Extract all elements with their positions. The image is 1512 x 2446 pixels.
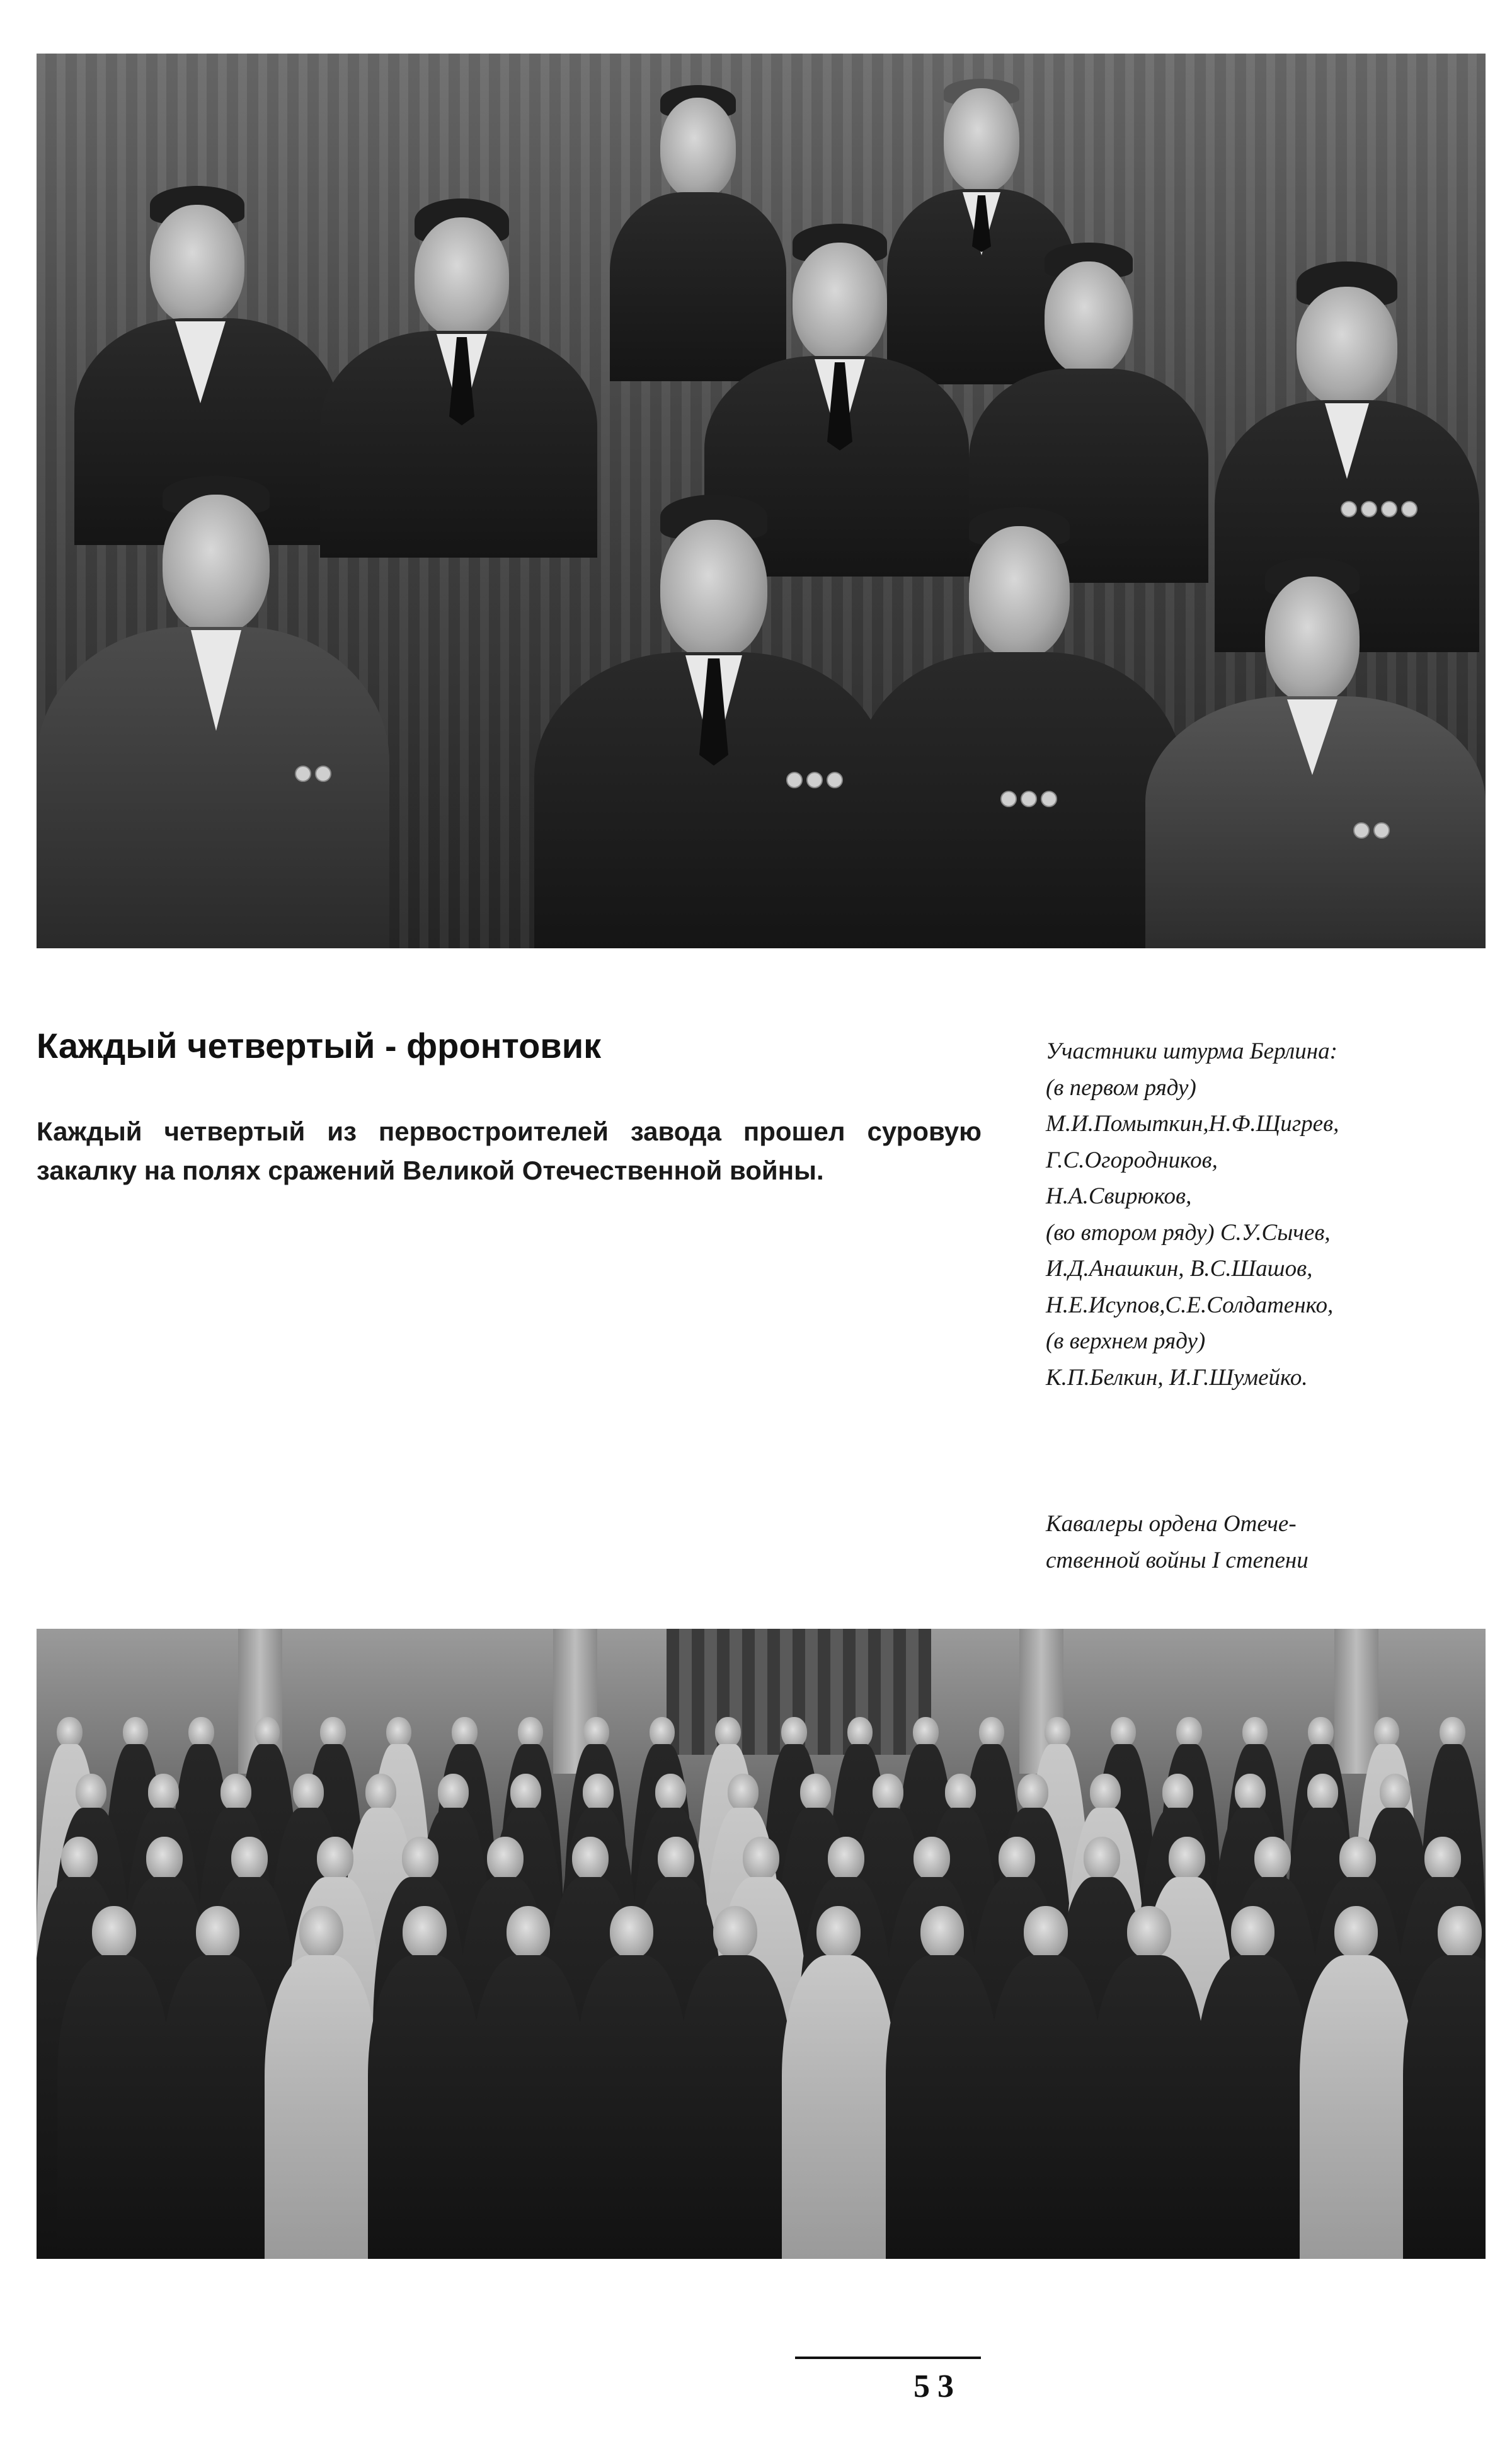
person-figure	[1024, 1906, 1068, 1959]
person-figure	[123, 1717, 149, 1748]
caption-line: ственной войны I степени	[1046, 1547, 1309, 1573]
person-figure	[1339, 1837, 1376, 1881]
person-figure	[386, 1717, 412, 1748]
person-figure	[220, 1774, 251, 1812]
article-heading: Каждый четвертый - фронтовик	[37, 1026, 602, 1065]
photo-caption-bottom	[1046, 1506, 1487, 1578]
person-figure	[1045, 1717, 1070, 1748]
person-figure	[487, 1837, 524, 1881]
person-body	[57, 1955, 171, 2259]
person-figure	[1169, 1837, 1205, 1881]
person-body	[368, 1955, 481, 2259]
photo-caption-top	[1046, 1033, 1487, 1396]
person-figure	[299, 1906, 343, 1959]
person-figure	[1090, 1774, 1121, 1812]
person-figure	[1242, 1717, 1268, 1748]
person-figure	[255, 1717, 280, 1748]
person-body	[1403, 1955, 1486, 2259]
person-figure	[1254, 1837, 1291, 1881]
person-figure	[188, 1717, 214, 1748]
person-figure	[61, 1837, 98, 1881]
person-figure	[1127, 1906, 1171, 1959]
article-body: Каждый четвертый из первостроителей завода прошел суровую закалку на полях сражений Великой Отечественной войны.	[37, 1117, 982, 1185]
person-figure	[847, 1717, 873, 1748]
person-figure	[1374, 1717, 1400, 1748]
person-figure	[293, 1774, 324, 1812]
person-body	[782, 1955, 895, 2259]
person-figure	[402, 1837, 438, 1881]
person-figure	[403, 1906, 447, 1959]
person-figure	[650, 1717, 675, 1748]
person-figure	[1111, 1717, 1137, 1748]
person-figure	[583, 1774, 614, 1812]
person-figure	[1162, 1774, 1193, 1812]
person-figure	[715, 1717, 741, 1748]
caption-line: (в верхнем ряду)	[1046, 1328, 1206, 1354]
bottom-photo	[37, 1629, 1486, 2259]
person-figure	[945, 1774, 976, 1812]
caption-line: Участники штурма Берлина:	[1046, 1038, 1337, 1064]
person-figure	[1017, 1774, 1048, 1812]
person-figure	[713, 1906, 757, 1959]
page-number: 53	[914, 2368, 961, 2404]
person-figure	[728, 1774, 759, 1812]
person-body	[161, 1955, 275, 2259]
top-photo	[37, 54, 1486, 948]
person-figure	[610, 1906, 654, 1959]
person-body	[1092, 1955, 1206, 2259]
person-figure	[999, 1837, 1035, 1881]
caption-line: К.П.Белкин, И.Г.Шумейко.	[1046, 1364, 1308, 1391]
person-figure	[1334, 1906, 1378, 1959]
building-column	[1334, 1629, 1378, 1774]
person-figure	[1424, 1837, 1461, 1881]
person-figure	[816, 1906, 861, 1959]
person-body	[1300, 1955, 1413, 2259]
person-figure	[510, 1774, 541, 1812]
person-figure	[1235, 1774, 1266, 1812]
person-figure	[452, 1717, 478, 1748]
person-body	[886, 1955, 999, 2259]
person-figure	[1307, 1774, 1338, 1812]
person-figure	[800, 1774, 831, 1812]
person-figure	[781, 1717, 807, 1748]
caption-line: Г.С.Огородников,	[1046, 1147, 1218, 1173]
person-figure	[1084, 1837, 1120, 1881]
person-figure	[148, 1774, 179, 1812]
person-figure	[658, 1837, 694, 1881]
person-body	[989, 1955, 1102, 2259]
person-figure	[231, 1837, 268, 1881]
caption-line: Н.Е.Исупов,С.Е.Солдатенко,	[1046, 1292, 1334, 1318]
person-figure	[920, 1906, 965, 1959]
person-figure	[76, 1774, 106, 1812]
person-figure	[1308, 1717, 1334, 1748]
person-figure	[914, 1837, 950, 1881]
person-figure	[856, 507, 1183, 948]
person-figure	[146, 1837, 183, 1881]
person-figure	[1440, 1717, 1465, 1748]
person-figure	[196, 1906, 240, 1959]
person-body	[575, 1955, 689, 2259]
person-figure	[37, 463, 389, 948]
person-figure	[1176, 1717, 1202, 1748]
person-figure	[743, 1837, 779, 1881]
person-figure	[1380, 1774, 1411, 1812]
person-figure	[534, 495, 887, 948]
person-body	[1196, 1955, 1309, 2259]
person-figure	[1145, 558, 1486, 948]
caption-line: Н.А.Свирюков,	[1046, 1183, 1192, 1209]
person-figure	[572, 1837, 609, 1881]
caption-line: М.И.Помыткин,Н.Ф.Щигрев,	[1046, 1111, 1339, 1137]
person-figure	[438, 1774, 469, 1812]
person-figure	[979, 1717, 1005, 1748]
person-figure	[518, 1717, 544, 1748]
person-body	[679, 1955, 792, 2259]
caption-line: (в первом ряду)	[1046, 1074, 1196, 1101]
person-figure	[320, 1717, 346, 1748]
caption-line: Кавалеры ордена Отече-	[1046, 1511, 1297, 1537]
person-figure	[583, 1717, 609, 1748]
caption-line: (во втором ряду) С.У.Сычев,	[1046, 1219, 1331, 1246]
person-figure	[828, 1837, 864, 1881]
person-figure	[1231, 1906, 1275, 1959]
person-figure	[873, 1774, 903, 1812]
person-figure	[655, 1774, 686, 1812]
page-number-rule	[795, 2357, 981, 2359]
person-figure	[57, 1717, 83, 1748]
person-figure	[1438, 1906, 1482, 1959]
person-figure	[913, 1717, 939, 1748]
person-figure	[507, 1906, 551, 1959]
person-figure	[92, 1906, 136, 1959]
person-figure	[317, 1837, 353, 1881]
person-figure	[365, 1774, 396, 1812]
person-body	[471, 1955, 585, 2259]
person-body	[265, 1955, 378, 2259]
caption-line: И.Д.Анашкин, В.С.Шашов,	[1046, 1256, 1313, 1282]
